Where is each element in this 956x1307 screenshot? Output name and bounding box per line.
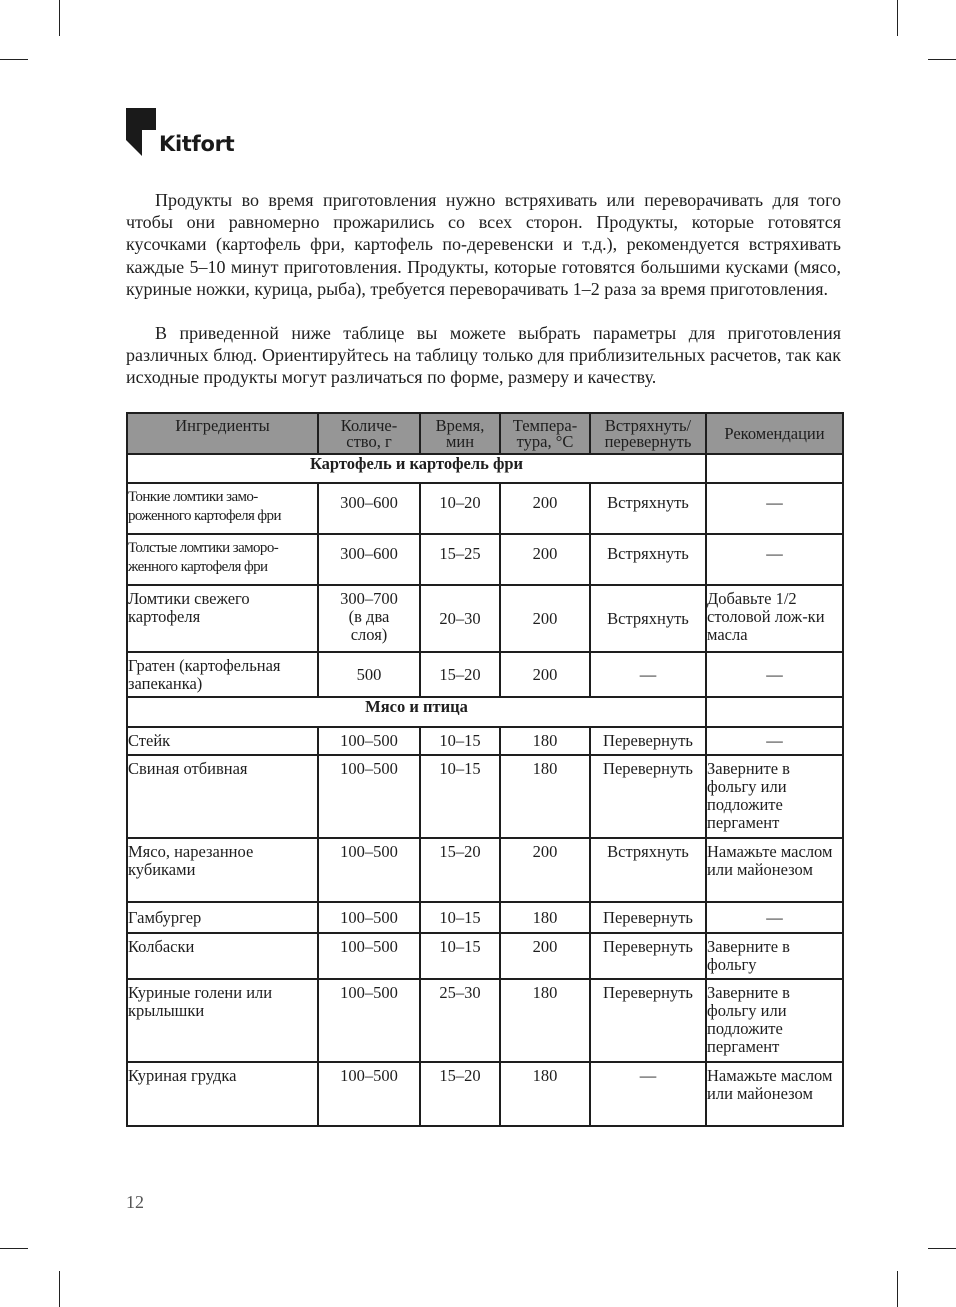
cell-qty: 100–500 <box>318 933 420 979</box>
cell-qty: 300–600 <box>318 483 420 534</box>
cell-qty: 100–500 <box>318 755 420 838</box>
cell-name: Куриные голени или крылышки <box>127 979 318 1062</box>
cell-name: Гамбургер <box>127 902 318 933</box>
cell-name: Мясо, нарезанное кубиками <box>127 838 318 902</box>
crop-mark <box>928 1248 956 1249</box>
table-row <box>127 534 843 585</box>
cell-action: Перевернуть <box>590 933 706 979</box>
table-row <box>127 1062 843 1126</box>
cell-time: 20–30 <box>420 585 500 652</box>
cell-time: 10–15 <box>420 755 500 838</box>
cell-rec: Заверните в фольгу <box>706 933 843 979</box>
table-row <box>127 652 843 697</box>
cell-action: Встряхнуть <box>590 483 706 534</box>
cell-qty: 100–500 <box>318 1062 420 1126</box>
table-row <box>127 933 843 979</box>
table-row <box>127 483 843 534</box>
cell-name: Свиная отбивная <box>127 755 318 838</box>
cell-temp: 180 <box>500 902 590 933</box>
section-title: Картофель и картофель фри <box>127 454 706 483</box>
cell-action: Встряхнуть <box>590 585 706 652</box>
table-header-row <box>127 413 843 454</box>
cell-name: Куриная грудка <box>127 1062 318 1126</box>
cell-name: Колбаски <box>127 933 318 979</box>
section-title: Мясо и птица <box>127 697 706 727</box>
cell-qty: 300–700 (в два слоя) <box>318 585 420 652</box>
brand-logo <box>126 108 234 156</box>
cell-time: 15–20 <box>420 652 500 697</box>
crop-mark <box>897 1271 898 1307</box>
cell-rec: — <box>706 727 843 755</box>
cell-action: — <box>590 1062 706 1126</box>
cell-action: Перевернуть <box>590 979 706 1062</box>
cell-qty: 500 <box>318 652 420 697</box>
cooking-table <box>126 412 844 1127</box>
section-row <box>127 697 843 727</box>
page-number: 12 <box>126 1192 144 1212</box>
header-recommendations: Рекомендации <box>706 413 843 454</box>
cell-qty: 100–500 <box>318 727 420 755</box>
cell-rec: Заверните в фольгу или подложите пергамент <box>706 755 843 838</box>
cell-name: Стейк <box>127 727 318 755</box>
cell-rec: — <box>706 483 843 534</box>
cell-rec: Заверните в фольгу или подложите пергамент <box>706 979 843 1062</box>
cell-time: 15–20 <box>420 1062 500 1126</box>
cell-temp: 200 <box>500 534 590 585</box>
cell-time: 10–15 <box>420 727 500 755</box>
cell-time: 15–20 <box>420 838 500 902</box>
crop-mark <box>897 0 898 36</box>
crop-mark <box>0 1248 28 1249</box>
cell-time: 10–15 <box>420 902 500 933</box>
header-quantity: Количе- ство, г <box>318 413 420 454</box>
cell-rec: Добавьте 1/2 столовой лож-ки масла <box>706 585 843 652</box>
section-row <box>127 454 843 483</box>
cell-name: Толстые ломтики заморо-женного картофеля фри <box>127 534 318 585</box>
cell-qty: 100–500 <box>318 979 420 1062</box>
cell-name: Гратен (картофельная запеканка) <box>127 652 318 697</box>
table-row <box>127 755 843 838</box>
cell-temp: 180 <box>500 727 590 755</box>
cell-qty: 100–500 <box>318 902 420 933</box>
header-shake-flip: Встряхнуть/ перевернуть <box>590 413 706 454</box>
cell-temp: 200 <box>500 933 590 979</box>
cell-rec: — <box>706 534 843 585</box>
table-row <box>127 585 843 652</box>
cell-action: — <box>590 652 706 697</box>
cell-action: Встряхнуть <box>590 534 706 585</box>
cell-qty: 300–600 <box>318 534 420 585</box>
table-row <box>127 902 843 933</box>
kitfort-logo-icon <box>126 108 156 156</box>
cell-qty: 100–500 <box>318 838 420 902</box>
cell-time: 25–30 <box>420 979 500 1062</box>
cell-rec: Намажьте маслом или майонезом <box>706 1062 843 1126</box>
cell-rec: Намажьте маслом или майонезом <box>706 838 843 902</box>
header-temperature: Темпера- тура, °С <box>500 413 590 454</box>
cell-temp: 180 <box>500 755 590 838</box>
cell-rec: — <box>706 652 843 697</box>
empty-cell <box>706 454 843 483</box>
table-row <box>127 838 843 902</box>
cell-temp: 200 <box>500 652 590 697</box>
header-time: Время, мин <box>420 413 500 454</box>
cell-name: Тонкие ломтики замо-роженного картофеля фри <box>127 483 318 534</box>
intro-paragraph-2: В приведенной ниже таблице вы можете выбрать параметры для приготовления различных блюд. Ориентируйтесь на таблицу только для приблизительных расчетов, так как исходные продукты могут различаться по форме, размеру и качеству. <box>126 323 841 388</box>
header-ingredients: Ингредиенты <box>127 413 318 454</box>
cell-action: Встряхнуть <box>590 838 706 902</box>
crop-mark <box>0 59 28 60</box>
cell-name: Ломтики свежего картофеля <box>127 585 318 652</box>
cell-temp: 180 <box>500 979 590 1062</box>
crop-mark <box>59 1271 60 1307</box>
cell-temp: 200 <box>500 585 590 652</box>
cell-temp: 200 <box>500 838 590 902</box>
cell-action: Перевернуть <box>590 727 706 755</box>
cell-time: 10–20 <box>420 483 500 534</box>
cell-rec: — <box>706 902 843 933</box>
cell-temp: 200 <box>500 483 590 534</box>
intro-paragraph-1: Продукты во время приготовления нужно встряхивать или переворачивать для того чтобы они равномерно прожарились со всех сторон. Продукты, которые готовятся кусочками (картофель фри, картофель по-деревенски и т.д.), рекомендуется встряхивать каждые 5–10 минут приготовления. Продукты, которые готовятся большими кусками (мясо, куриные ножки, курица, рыба), требуется переворачивать 1–2 раза за время приготовления. <box>126 190 841 299</box>
cell-action: Перевернуть <box>590 902 706 933</box>
table-row <box>127 979 843 1062</box>
crop-mark <box>928 59 956 60</box>
cell-temp: 180 <box>500 1062 590 1126</box>
brand-name: Kitfort <box>159 132 235 156</box>
table-row <box>127 727 843 755</box>
cell-time: 10–15 <box>420 933 500 979</box>
crop-mark <box>59 0 60 36</box>
empty-cell <box>706 697 843 727</box>
cell-time: 15–25 <box>420 534 500 585</box>
cell-action: Перевернуть <box>590 755 706 838</box>
